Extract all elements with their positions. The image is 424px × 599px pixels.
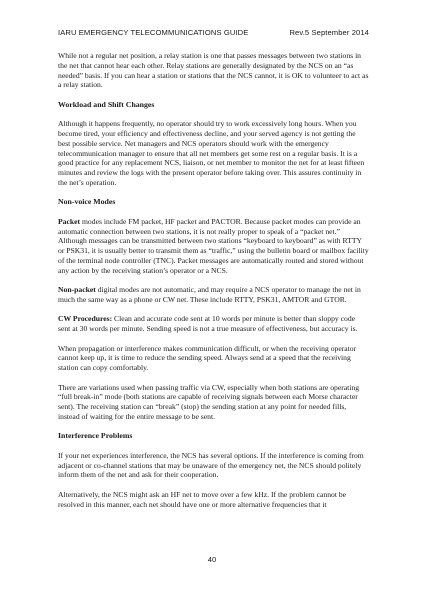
nonvoice-heading: Non-voice Modes	[58, 197, 116, 207]
workload-paragraph: Although it happens frequently, no operator should try to work excessively long hours. When you become tired, your efficiency and effectiveness decline, and your served agency is not getting the best possible service. Net managers and NCS operators should work with the emergency telecommunication manager to ensure that all net members get some rest on a regular basis. It is a good practice for any replacement NCS, liaison, or net member to monitor the net for at least fifteen minutes and review the logs with the present operator before taking over. This assures continuity in the net’s operation.	[58, 119, 365, 187]
nonpacket-label: Non-packet	[58, 285, 96, 294]
cw-paragraph	[58, 314, 369, 334]
cw-text: Clean and accurate code sent at 10 words per minute is better than sloppy code sent at 30 words per minute. Sending speed is not a true measure of effectiveness, but accuracy is.	[58, 314, 358, 333]
page-body	[58, 51, 369, 519]
packet-paragraph	[58, 217, 369, 276]
packet-text: modes include FM packet, HF packet and PACTOR. Because packet modes can provide an automatic connection between two stations, it is not really proper to speak of a “packet net.” Although messages can be transmitted between two stations “keyboard to keyboard” as with RTTY or PSK31, it is usually better to transmit them as “traffic,” using the bulletin board or mailbox facility of the terminal node controller (TNC). Packet messages are automatically routed and stored without any action by the receiving station’s operator or a NCS.	[58, 216, 369, 275]
workload-heading: Workload and Shift Changes	[58, 99, 155, 109]
interference-paragraph-1: If your net experiences interference, the NCS has several options. If the interference is coming from adjacent or co-channel stations that may be unaware of the emergency net, the NCS should politely inform them of the net and ask for their cooperation.	[58, 450, 364, 480]
nonpacket-text: digital modes are not automatic, and may require a NCS operator to manage the net in much the same way as a phone or CW net. These include RTTY, PSK31, AMTOR and GTOR.	[58, 285, 361, 304]
page-header	[58, 28, 369, 37]
variations-paragraph: There are variations used when passing traffic via CW, especially when both stations are operating “full break-in” mode (both stations are capable of receiving signals between each Morse character sent). The receiving station can “break” (stop) the sending station at any point for needed fills, instead of waiting for the entire message to be sent.	[58, 382, 360, 421]
relay-paragraph: While not a regular net position, a relay station is one that passes messages between two stations in the net that cannot hear each other. Relay stations are generally designated by the NCS on an “as needed” basis. If you can hear a station or stations that the NCS cannot, it is OK to volunteer to act as a relay station.	[58, 51, 369, 90]
interference-heading: Interference Problems	[58, 431, 133, 441]
interference-paragraph-2: Alternatively, the NCS might ask an HF net to move over a few kHz. If the problem cannot be resolved in this manner, each net should have one or more alternative frequencies that it	[58, 489, 347, 509]
cw-label: CW Procedures:	[58, 314, 113, 324]
nonpacket-paragraph	[58, 285, 369, 305]
propagation-paragraph: When propagation or interference makes communication difficult, or when the receiving operator cannot keep up, it is time to reduce the sending speed. Always send at a speed that the receiving station can copy comfortably.	[58, 343, 357, 372]
header-revision: Rev.5 September 2014	[289, 28, 369, 37]
packet-label: Packet	[58, 216, 81, 226]
page-number: 40	[207, 555, 217, 564]
header-title: IARU EMERGENCY TELECOMMUNICATIONS GUIDE	[58, 28, 249, 37]
